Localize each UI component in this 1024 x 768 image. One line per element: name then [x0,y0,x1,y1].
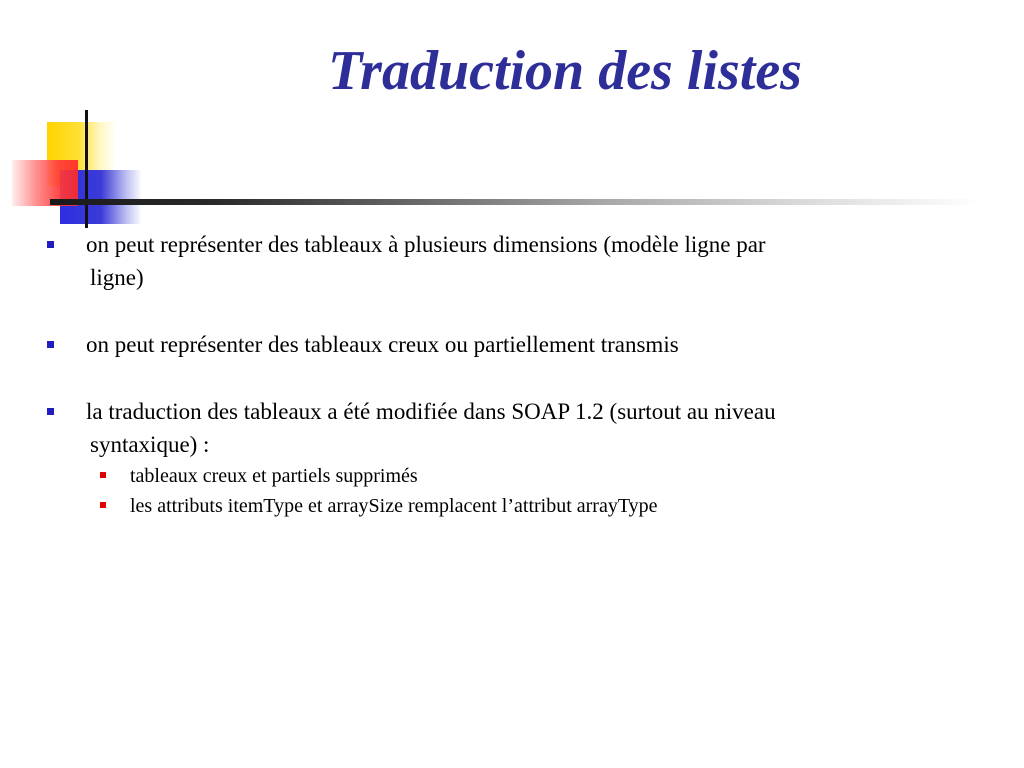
bullet-text [86,395,954,461]
bullet-line: on peut représenter des tableaux creux ou partiellement transmis [86,332,679,357]
bullet-line-continued: ligne) [90,265,144,290]
sub-bullet-square-icon [100,472,106,478]
sub-bullet-item [0,461,1024,491]
bullet-square-icon [47,341,54,348]
bullet-item [0,228,1024,294]
sub-bullet-item [0,491,1024,521]
bullet-line: la traduction des tableaux a été modifiée dans SOAP 1.2 (surtout au niveau [86,399,776,424]
bullet-text [86,328,954,361]
bullet-item [0,328,1024,361]
title-underline-rule [50,199,980,205]
bullet-line-continued: syntaxique) : [90,432,210,457]
bullet-line: on peut représenter des tableaux à plusieurs dimensions (modèle ligne par [86,232,766,257]
sub-bullet-text: les attributs itemType et arraySize remplacent l’attribut arrayType [130,495,658,517]
logo-vertical-line [85,110,88,228]
bullet-square-icon [47,241,54,248]
bullet-list [0,228,1024,521]
bullet-square-icon [47,408,54,415]
bullet-item [0,395,1024,521]
bullet-text [86,228,954,294]
sub-bullet-text: tableaux creux et partiels supprimés [130,465,418,487]
sub-bullet-list [0,461,1024,521]
slide-title: Traduction des listes [328,40,802,102]
sub-bullet-square-icon [100,502,106,508]
